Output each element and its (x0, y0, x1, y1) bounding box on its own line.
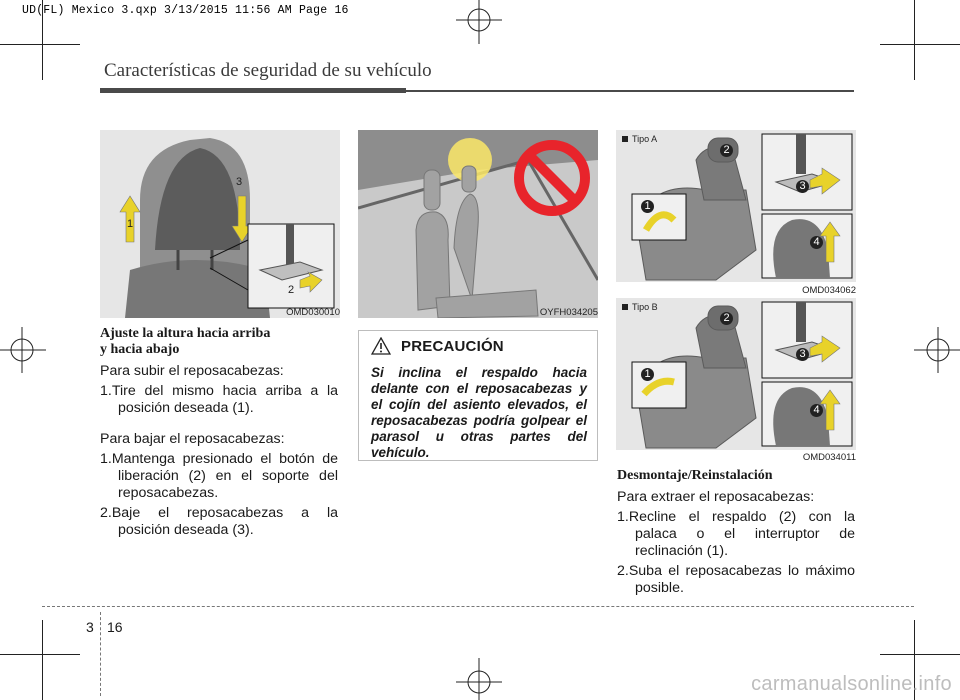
crop-mark (0, 44, 80, 45)
figure-code: OMD030010 (286, 307, 340, 318)
callout-3: 3 (796, 348, 809, 361)
tipo-label: Tipo B (622, 302, 658, 312)
crop-mark (880, 44, 960, 45)
title-rule (406, 90, 854, 92)
warning-icon (371, 337, 391, 355)
callout-1: 1 (127, 218, 134, 230)
tipo-label: Tipo A (622, 134, 657, 144)
right-column (617, 468, 855, 597)
list-item: 1.Recline el respaldo (2) con la palaca o el interruptor de reclinación (1). (617, 509, 855, 559)
callout-1: 1 (641, 368, 654, 381)
subhead: Desmontaje/Reinstalación (617, 468, 773, 483)
title-rule (100, 88, 406, 93)
callout-2: 2 (720, 312, 733, 325)
registration-mark-icon (456, 656, 502, 700)
print-header: UD(FL) Mexico 3.qxp 3/13/2015 11:56 AM Page 16 (22, 4, 349, 17)
list-item: 1.Tire del mismo hacia arriba a la posición deseada (1). (100, 383, 338, 416)
page-number: 16 (107, 619, 123, 635)
crop-mark (914, 0, 915, 80)
figure-code: OMD034062 (802, 285, 856, 296)
registration-mark-icon (914, 327, 960, 373)
caution-text: Si inclina el respaldo hacia delante con el reposacabezas y el cojín del asiento elevados, el reposacabezas podría golpear el parasol u otras partes del vehículo. (371, 365, 587, 460)
headrest-adjust-figure (100, 130, 340, 318)
left-column (100, 326, 338, 539)
callout-2: 2 (288, 284, 295, 296)
crop-mark (880, 654, 960, 655)
registration-mark-icon (456, 0, 502, 46)
headrest-removal-tipo-b-figure (616, 298, 856, 450)
crop-mark (42, 620, 43, 700)
seat-recline-warning-figure (358, 130, 598, 318)
figure-code: OYFH034205 (539, 307, 598, 318)
subhead: y hacia abajo (100, 342, 180, 357)
crop-mark (0, 654, 80, 655)
footer-rule (42, 606, 914, 607)
callout-4: 4 (810, 236, 823, 249)
callout-1: 1 (641, 200, 654, 213)
footer-separator (100, 612, 101, 696)
registration-mark-icon (0, 327, 46, 373)
caution-title: PRECAUCIÓN (401, 337, 504, 355)
list-item: 2.Suba el reposacabezas lo máximo posible. (617, 563, 855, 596)
page-title: Características de seguridad de su vehículo (104, 60, 432, 81)
chapter-number: 3 (86, 619, 94, 635)
subhead: Ajuste la altura hacia arriba (100, 326, 271, 341)
list-item: 2.Baje el reposacabezas a la posición deseada (3). (100, 505, 338, 538)
paragraph: Para subir el reposacabezas: (100, 363, 284, 379)
caution-box (358, 330, 598, 461)
callout-3: 3 (796, 180, 809, 193)
callout-3: 3 (236, 176, 243, 188)
callout-4: 4 (810, 404, 823, 417)
paragraph: Para extraer el reposacabezas: (617, 489, 815, 505)
paragraph: Para bajar el reposacabezas: (100, 431, 285, 447)
figure-code: OMD034011 (802, 452, 856, 463)
headrest-removal-tipo-a-figure (616, 130, 856, 282)
watermark: carmanualsonline.info (751, 673, 952, 695)
callout-2: 2 (720, 144, 733, 157)
list-item: 1.Mantenga presionado el botón de liberación (2) en el soporte del reposacabezas. (100, 451, 338, 501)
